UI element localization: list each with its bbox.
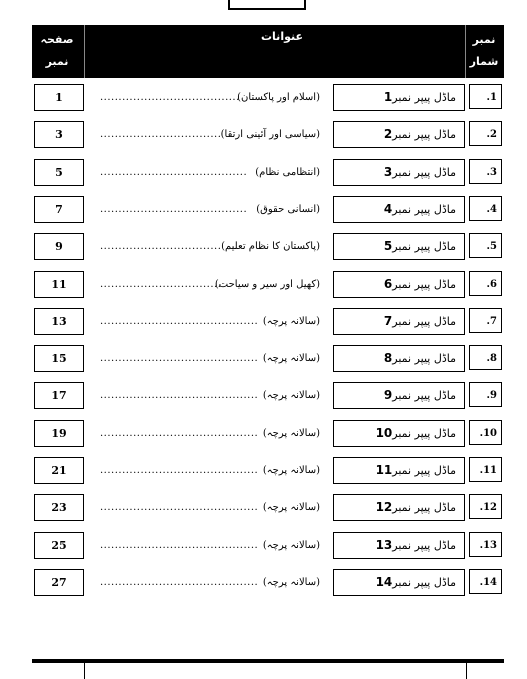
model-paper-cell[interactable] <box>333 494 465 521</box>
topic-label: (سالانہ پرچہ) <box>262 539 320 551</box>
topic-label: (اسلام اور پاکستان) <box>237 92 320 103</box>
table-row <box>0 308 527 335</box>
topic-label: (سالانہ پرچہ) <box>262 390 320 402</box>
model-paper-label: ماڈل پیپر نمبر <box>392 464 456 477</box>
leader-dots: ........................................... <box>100 465 259 476</box>
topic-label: (پاکستان کا نظام تعلیم) <box>221 241 320 253</box>
leader-dots: ...................................... <box>100 92 240 103</box>
table-row <box>0 569 527 596</box>
page-number: 19 <box>34 420 84 447</box>
leader-dots: ........................................... <box>100 315 259 327</box>
page-number: 1 <box>34 84 84 111</box>
model-paper-number: 9 <box>383 388 393 403</box>
model-paper-number: 4 <box>383 201 393 216</box>
model-paper-label: ماڈل پیپر نمبر <box>392 277 456 291</box>
bottom-divider <box>466 663 467 679</box>
table-row <box>0 233 527 260</box>
page-number: 25 <box>34 532 84 559</box>
leader-dots: ........................................... <box>100 576 259 588</box>
serial-number: .7 <box>469 308 502 333</box>
model-paper-label: ماڈل پیپر نمبر <box>392 575 456 589</box>
model-paper-label: ماڈل پیپر نمبر <box>392 165 456 179</box>
page-number: 23 <box>34 494 84 521</box>
leader-dots: ........................................... <box>100 390 259 402</box>
model-paper-number: 12 <box>375 500 393 515</box>
topic-label: (انتظامی نظام) <box>255 166 320 178</box>
model-paper-cell[interactable] <box>333 159 465 186</box>
topic-label: (سیاسی اور آئینی ارتقا) <box>220 129 320 141</box>
model-paper-number: 1 <box>383 90 393 104</box>
table-row <box>0 196 527 223</box>
model-paper-cell[interactable] <box>333 457 465 484</box>
table-row <box>0 382 527 409</box>
table-row <box>0 457 527 484</box>
model-paper-number: 10 <box>375 425 393 440</box>
leader-dots: ........................................... <box>100 427 259 439</box>
table-row <box>0 121 527 148</box>
table-header <box>32 25 504 78</box>
model-paper-cell[interactable] <box>333 84 465 111</box>
leader-dots: ........................................... <box>100 353 259 365</box>
topic-label: (سالانہ پرچہ) <box>262 465 320 476</box>
serial-number: .14 <box>469 569 502 594</box>
model-paper-cell[interactable] <box>333 345 465 372</box>
model-paper-label: ماڈل پیپر نمبر <box>392 240 456 254</box>
model-paper-label: ماڈل پیپر نمبر <box>392 128 456 142</box>
leader-dots: ................................. <box>100 278 222 290</box>
page-number: 17 <box>34 382 84 409</box>
model-paper-label: ماڈل پیپر نمبر <box>392 91 456 104</box>
model-paper-label: ماڈل پیپر نمبر <box>392 202 456 216</box>
model-paper-number: 11 <box>375 463 393 477</box>
leader-dots: ........................................... <box>100 539 259 551</box>
model-paper-label: ماڈل پیپر نمبر <box>392 352 456 366</box>
table-row <box>0 420 527 447</box>
table-row <box>0 159 527 186</box>
leader-dots: ................................. <box>100 241 222 253</box>
serial-number: .9 <box>469 382 502 407</box>
table-row <box>0 271 527 298</box>
page-number: 13 <box>34 308 84 335</box>
model-paper-label: ماڈل پیپر نمبر <box>392 538 456 552</box>
page-number: 27 <box>34 569 84 596</box>
page-number: 5 <box>34 159 84 186</box>
header-page-number: صفحہ نمبر <box>40 33 74 68</box>
serial-number: .13 <box>469 532 502 557</box>
header-serial-number: نمبر شمار <box>469 33 499 68</box>
topic-label: (سالانہ پرچہ) <box>262 427 320 439</box>
model-paper-number: 7 <box>383 313 393 328</box>
model-paper-cell[interactable] <box>333 569 465 596</box>
leader-dots: ........................................ <box>100 203 248 215</box>
serial-number: .4 <box>469 196 502 221</box>
page-number: 7 <box>34 196 84 223</box>
serial-number: .5 <box>469 233 502 258</box>
table-row <box>0 84 527 111</box>
serial-number: .11 <box>469 457 502 482</box>
topic-label: (انسانی حقوق) <box>256 203 320 215</box>
model-paper-number: 14 <box>375 574 393 589</box>
topic-label: (سالانہ پرچہ) <box>262 315 320 327</box>
page-number: 9 <box>34 233 84 260</box>
header-divider <box>84 25 85 78</box>
model-paper-number: 13 <box>375 537 393 552</box>
model-paper-cell[interactable] <box>333 420 465 447</box>
model-paper-number: 3 <box>383 164 393 179</box>
model-paper-label: ماڈل پیپر نمبر <box>392 501 456 515</box>
page-number: 3 <box>34 121 84 148</box>
serial-number: .6 <box>469 271 502 296</box>
page-number: 11 <box>34 271 84 298</box>
page-number: 21 <box>34 457 84 484</box>
table-row <box>0 345 527 372</box>
bottom-divider <box>84 663 85 679</box>
table-row <box>0 532 527 559</box>
bottom-rule <box>32 659 504 663</box>
model-paper-cell[interactable] <box>333 271 465 298</box>
model-paper-label: ماڈل پیپر نمبر <box>392 314 456 328</box>
serial-number: .12 <box>469 494 502 519</box>
model-paper-label: ماڈل پیپر نمبر <box>392 389 456 403</box>
model-paper-cell[interactable] <box>333 233 465 260</box>
model-paper-cell[interactable] <box>333 308 465 335</box>
serial-number: .1 <box>469 84 502 109</box>
serial-number: .2 <box>469 121 502 146</box>
model-paper-number: 6 <box>383 276 393 291</box>
leader-dots: ........................................... <box>100 502 259 514</box>
serial-number: .8 <box>469 345 502 370</box>
model-paper-cell[interactable] <box>333 196 465 223</box>
model-paper-number: 2 <box>383 127 393 142</box>
leader-dots: ................................. <box>100 129 222 141</box>
topic-label: (سالانہ پرچہ) <box>262 576 320 588</box>
topic-label: (کھیل اور سیر و سیاحت) <box>214 278 320 290</box>
leader-dots: ........................................ <box>100 166 248 178</box>
model-paper-cell[interactable] <box>333 382 465 409</box>
title-box <box>228 0 306 10</box>
topic-label: (سالانہ پرچہ) <box>262 502 320 514</box>
model-paper-label: ماڈل پیپر نمبر <box>392 426 456 440</box>
topic-label: (سالانہ پرچہ) <box>262 353 320 365</box>
page-number: 15 <box>34 345 84 372</box>
model-paper-cell[interactable] <box>333 532 465 559</box>
serial-number: .10 <box>469 420 502 445</box>
model-paper-number: 5 <box>383 239 393 254</box>
table-row <box>0 494 527 521</box>
model-paper-number: 8 <box>383 351 393 366</box>
header-topics: عنوانات <box>261 30 303 43</box>
serial-number: .3 <box>469 159 502 184</box>
model-paper-cell[interactable] <box>333 121 465 148</box>
